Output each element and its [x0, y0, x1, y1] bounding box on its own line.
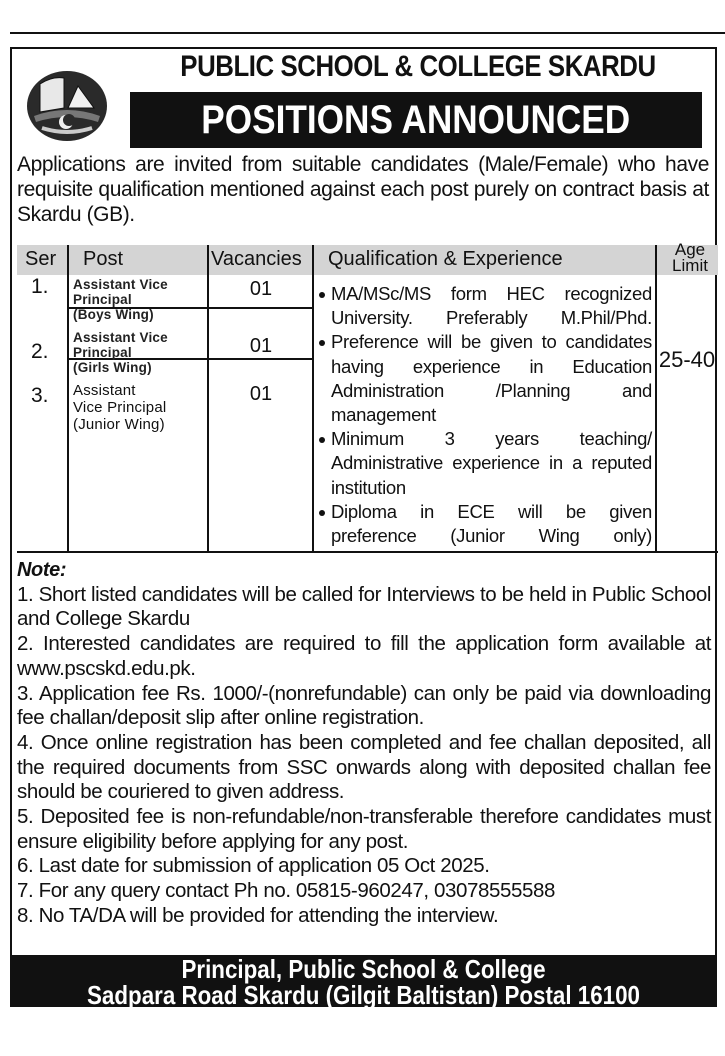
divider	[655, 245, 657, 553]
col-qualification: Qualification & Experience	[328, 248, 563, 270]
qualification-line: institution	[331, 476, 406, 498]
row-ser: 3.	[31, 384, 49, 407]
table-bottom	[17, 551, 718, 553]
note-item: 8. No TA/DA will be provided for attending the interview.	[17, 903, 499, 927]
note-item: 4. Once online registration has been completed and fee challan deposited, all the required documents from SSC onwards along with deposited challan fee should be couriered to given address.	[17, 730, 711, 804]
post-line: Principal	[73, 292, 132, 307]
row-post	[73, 330, 168, 375]
qualification-list	[317, 282, 652, 548]
col-post: Post	[83, 248, 124, 270]
note-item: 7. For any query contact Ph no. 05815-960247, 03078555588	[17, 879, 555, 903]
qualification-line: MA/MSc/MS form HEC recognized	[331, 283, 652, 304]
row-post	[73, 277, 168, 322]
note-item: 1. Short listed candidates will be called for Interviews to be held in Public School and College Skardu	[17, 582, 711, 631]
qualification-line: University. Preferably M.Phil/Phd.	[331, 307, 652, 329]
post-line: Assistant	[73, 382, 136, 399]
qualification-line: Preference will be given to candidates	[331, 331, 652, 353]
age-limit: 25-40	[658, 347, 716, 372]
row-vacancies: 01	[249, 383, 273, 405]
qualification-line: Administration /Planning and	[331, 379, 652, 401]
age-header-line1: Age	[674, 240, 706, 259]
bullet-icon	[319, 292, 325, 298]
qualification-item	[317, 282, 652, 330]
note-item: 6. Last date for submission of application 05 Oct 2025.	[17, 854, 490, 878]
col-age-limit	[665, 242, 715, 274]
qualification-line: management	[331, 404, 436, 426]
qualification-line: Administrative experience in a reputed	[331, 452, 652, 474]
row-vacancies: 01	[249, 278, 273, 300]
footer-line2: Sadpara Road Skardu (Gilgit Baltistan) Postal 16100	[87, 980, 640, 1010]
qualification-item	[317, 330, 652, 427]
intro-paragraph: Applications are invited from suitable candidates (Male/Female) who have requisite qualification mentioned against each post purely on contract basis at Skardu (GB).	[17, 153, 709, 226]
positions-banner	[130, 92, 702, 148]
age-header-line2: Limit	[672, 256, 708, 275]
post-line: Assistant Vice	[73, 277, 168, 292]
post-line: (Junior Wing)	[73, 416, 165, 433]
qualification-item	[317, 500, 652, 548]
note-item: 5. Deposited fee is non-refundable/non-transferable therefore candidates must ensure eligibility before applying for any post.	[17, 805, 711, 853]
notes-section	[17, 558, 711, 929]
col-vacancies: Vacancies	[211, 248, 302, 270]
bullet-icon	[319, 437, 325, 443]
post-line: (Girls Wing)	[73, 360, 152, 375]
footer-line1: Principal, Public School & College	[181, 954, 546, 984]
school-crest-icon	[22, 64, 112, 144]
post-line: Vice Principal	[73, 399, 167, 416]
bullet-icon	[319, 510, 325, 516]
qualification-line: Diploma in ECE will be given	[331, 500, 652, 522]
qualification-line: Minimum 3 years teaching/	[331, 428, 652, 450]
post-line: Assistant Vice	[73, 330, 168, 345]
note-item: 2. Interested candidates are required to fill the application form available at www.pscskd.edu.pk.	[17, 632, 711, 680]
row-ser: 1.	[31, 275, 49, 298]
institution-name: PUBLIC SCHOOL & COLLEGE SKARDU	[180, 50, 656, 83]
post-line: Principal	[73, 345, 132, 360]
qualification-line: preference (Junior Wing only)	[331, 525, 652, 547]
bullet-icon	[319, 340, 325, 346]
post-line: (Boys Wing)	[73, 307, 154, 322]
qualification-line: having experience in Education	[331, 355, 652, 377]
qualification-item	[317, 427, 652, 500]
divider	[67, 245, 69, 553]
row-post	[73, 382, 166, 433]
positions-table	[17, 240, 718, 555]
banner-text: POSITIONS ANNOUNCED	[201, 97, 631, 142]
row-vacancies: 01	[249, 335, 273, 357]
top-rule	[10, 32, 725, 34]
col-ser: Ser	[25, 248, 57, 270]
notes-heading: Note:	[17, 559, 67, 581]
contact-footer	[10, 954, 717, 1010]
note-item: 3. Application fee Rs. 1000/-(nonrefundable) can only be paid via downloading fee challan/deposit slip after online registration.	[17, 681, 711, 730]
row-ser: 2.	[31, 340, 49, 363]
